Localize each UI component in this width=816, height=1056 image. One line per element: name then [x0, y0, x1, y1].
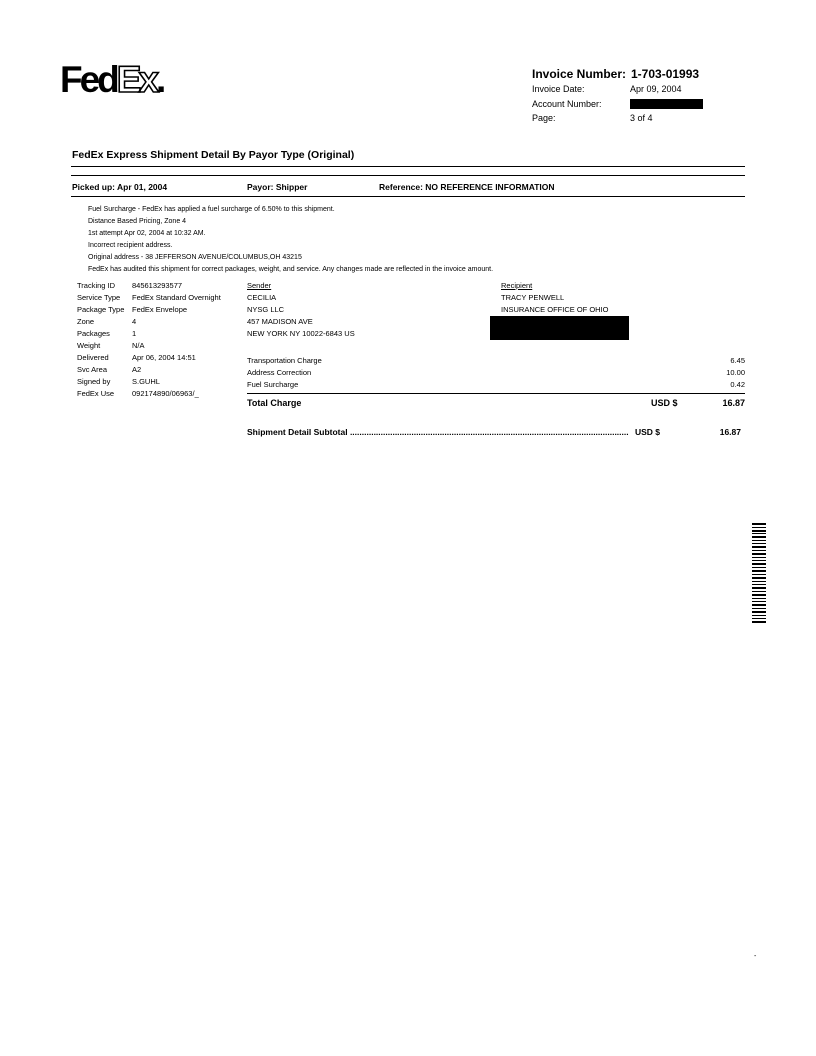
total-label: Total Charge [247, 398, 302, 408]
details-values [132, 280, 221, 400]
fedex-logo [60, 60, 163, 100]
svc-area: A2 [132, 365, 142, 374]
sender-line: CECILIA [247, 293, 277, 302]
sender-line: 457 MADISON AVE [247, 317, 313, 326]
divider [247, 393, 745, 394]
footer-mark: - [754, 953, 757, 960]
note-line: 1st attempt Apr 02, 2004 at 10:32 AM. [88, 230, 206, 237]
packages: 1 [132, 329, 137, 338]
recipient-line: INSURANCE OFFICE OF OHIO [501, 305, 609, 314]
detail-label: Tracking ID [77, 281, 116, 290]
signed-by: S.GUHL [132, 377, 160, 386]
reference: Reference: NO REFERENCE INFORMATION [379, 182, 555, 192]
package-type: FedEx Envelope [132, 305, 188, 314]
subtotal-currency: USD $ [635, 427, 661, 437]
charge-label: Fuel Surcharge [247, 380, 299, 389]
note-line: FedEx has audited this shipment for correct packages, weight, and service. Any changes made are reflected in the invoice amount. [88, 266, 494, 273]
weight: N/A [132, 341, 145, 350]
recipient-block [501, 280, 609, 316]
divider [71, 166, 745, 167]
account-number-redaction [630, 99, 703, 109]
sender-line: NYSG LLC [247, 305, 285, 314]
account-number-label: Account Number: [532, 99, 602, 109]
charge-amount: 6.45 [730, 356, 745, 365]
picked-up-date: Picked up: Apr 01, 2004 [72, 182, 168, 192]
subtotal-amount: 16.87 [719, 427, 741, 437]
charge-amount: 0.42 [730, 380, 745, 389]
total-amount: 16.87 [722, 398, 745, 408]
note-line: Incorrect recipient address. [88, 242, 173, 249]
charge-amount: 10.00 [726, 368, 745, 377]
fedex-use: 092174890/06963/_ [132, 389, 199, 398]
service-type: FedEx Standard Overnight [132, 293, 221, 302]
sender-block [247, 280, 355, 340]
sender-line: NEW YORK NY 10022-6843 US [247, 329, 355, 338]
detail-label: Packages [77, 329, 110, 338]
subtotal-label: Shipment Detail Subtotal ...................................................................................................................... [247, 427, 629, 437]
details-labels [77, 280, 124, 400]
tracking-id: 845613293577 [132, 281, 183, 290]
note-line: Distance Based Pricing, Zone 4 [88, 218, 187, 225]
charge-label: Transportation Charge [247, 356, 322, 365]
detail-label: Delivered [77, 353, 109, 362]
recipient-heading: Recipient [501, 281, 533, 290]
detail-label: Zone [77, 317, 95, 326]
divider [71, 175, 745, 176]
detail-label: Service Type [77, 293, 121, 302]
charge-label: Address Correction [247, 368, 312, 377]
detail-label: Package Type [77, 305, 125, 314]
charge-labels [247, 355, 322, 391]
total-currency: USD $ [651, 398, 678, 408]
divider [71, 196, 745, 197]
note-line: Original address - 38 JEFFERSON AVENUE/COLUMBUS,OH 43215 [88, 254, 302, 261]
zone: 4 [132, 317, 137, 326]
note-line: Fuel Surcharge - FedEx has applied a fuel surcharge of 6.50% to this shipment. [88, 206, 335, 213]
logo-ex-text: Ex [116, 59, 157, 100]
logo-fed-text: Fed [60, 59, 117, 100]
invoice-number: 1-703-01993 [631, 67, 700, 81]
detail-label: FedEx Use [77, 389, 115, 398]
sender-heading: Sender [247, 281, 272, 290]
invoice-date-label: Invoice Date: [532, 84, 585, 94]
delivered: Apr 06, 2004 14:51 [132, 353, 196, 362]
invoice-date: Apr 09, 2004 [630, 84, 682, 94]
barcode [752, 523, 766, 623]
detail-label: Signed by [77, 377, 111, 386]
logo-dot: . [156, 59, 164, 100]
recipient-line: TRACY PENWELL [501, 293, 565, 302]
page-label: Page: [532, 113, 556, 123]
page-number: 3 of 4 [630, 113, 653, 123]
charge-amounts [665, 355, 745, 391]
detail-label: Svc Area [77, 365, 108, 374]
payor: Payor: Shipper [247, 182, 308, 192]
detail-label: Weight [77, 341, 101, 350]
section-title: FedEx Express Shipment Detail By Payor Type (Original) [72, 149, 355, 161]
recipient-address-redaction [490, 316, 629, 340]
invoice-number-label: Invoice Number: [532, 67, 627, 81]
